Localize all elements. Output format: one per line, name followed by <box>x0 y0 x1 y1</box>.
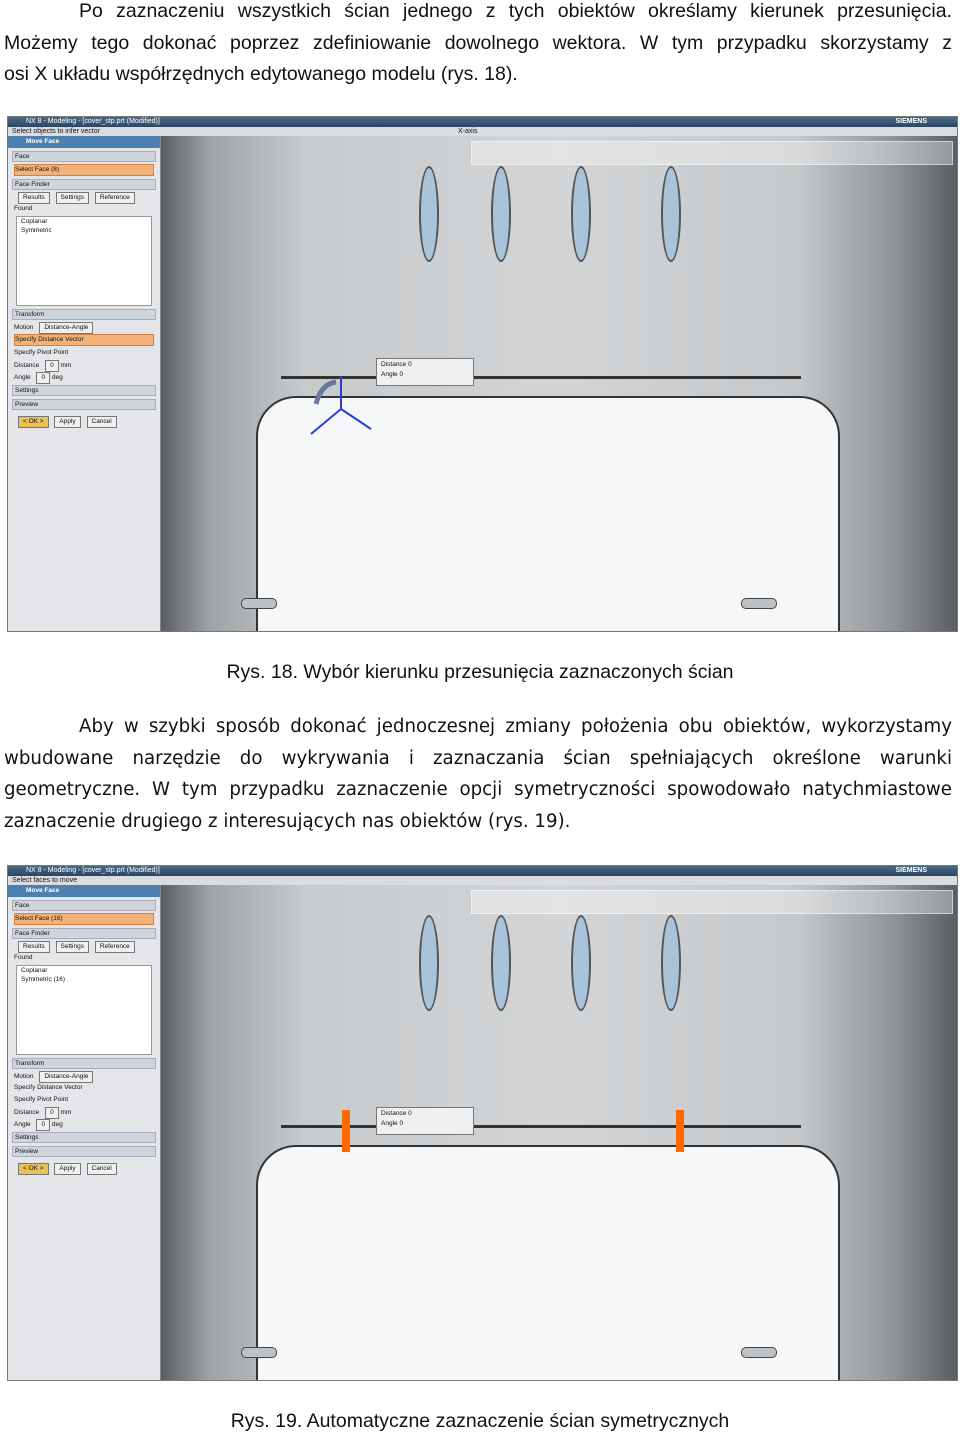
cue-center-text: X-axis <box>458 128 478 135</box>
distance-label: Distance <box>14 362 40 369</box>
vent-slot <box>491 166 511 262</box>
distance-input[interactable]: 0 <box>45 1107 59 1119</box>
window-title-bar <box>8 866 957 876</box>
graphics-viewport[interactable] <box>161 885 957 1380</box>
tab-reference[interactable]: Reference <box>95 192 135 204</box>
vent-slot <box>571 915 591 1011</box>
dialog-buttons <box>14 1163 154 1173</box>
tab-settings[interactable]: Settings <box>56 941 90 953</box>
preview-section[interactable]: Preview <box>12 399 156 410</box>
option-symmetric[interactable]: Symmetric (16) <box>21 976 66 983</box>
dialog-title: Move Face <box>8 136 160 148</box>
selected-face-highlight[interactable] <box>676 1110 684 1152</box>
popup-distance-input[interactable]: 0 <box>408 1110 412 1117</box>
found-label: Found <box>14 205 33 212</box>
angle-input[interactable]: 0 <box>36 372 50 384</box>
distance-label: Distance <box>14 1109 40 1116</box>
transform-section[interactable]: Transform <box>12 309 156 320</box>
csys-triad-icon[interactable] <box>306 374 376 444</box>
paragraph-1-line-2: Możemy tego dokonać poprzez zdefiniowanie dowolnego wektora. W tym przypadku skorzystamy z <box>4 31 952 54</box>
clip-tab <box>241 1347 277 1358</box>
move-face-dialog <box>8 136 161 631</box>
face-section[interactable]: Face <box>12 900 156 911</box>
figure-1-caption: Rys. 18. Wybór kierunku przesunięcia zaznaczonych ścian <box>226 661 734 683</box>
option-coplanar[interactable]: Coplanar <box>21 218 48 225</box>
option-symmetric[interactable]: Symmetric <box>21 227 52 234</box>
select-face-row[interactable]: Select Face (16) <box>14 913 154 925</box>
popup-distance-input[interactable]: 0 <box>408 361 412 368</box>
motion-select[interactable]: Distance-Angle <box>39 322 93 334</box>
cancel-button[interactable]: Cancel <box>87 1163 117 1175</box>
popup-distance-label: Distance <box>381 361 407 368</box>
distance-row <box>14 360 154 370</box>
angle-label: Angle <box>14 374 31 381</box>
pivot-point-row[interactable]: Specify Pivot Point <box>14 349 69 356</box>
tab-results[interactable]: Results <box>18 941 50 953</box>
toolbar-ghost <box>471 141 953 165</box>
graphics-viewport[interactable] <box>161 136 957 631</box>
cue-text: Select faces to move <box>12 877 77 884</box>
motion-label: Motion <box>14 324 34 331</box>
vent-slot <box>419 915 439 1011</box>
settings-section[interactable]: Settings <box>12 385 156 396</box>
pivot-point-row[interactable]: Specify Pivot Point <box>14 1096 69 1103</box>
paragraph-2-line-3: geometryczne. W tym przypadku zaznaczenie opcji symetryczności spowodowało natychmiastowe <box>4 779 952 800</box>
distance-popup <box>376 1107 474 1135</box>
motion-label: Motion <box>14 1073 34 1080</box>
distance-unit: mm <box>60 1109 72 1116</box>
clip-tab <box>741 598 777 609</box>
popup-angle-input[interactable]: 0 <box>399 1120 404 1127</box>
tab-settings[interactable]: Settings <box>56 192 90 204</box>
figure-2-screenshot <box>7 865 958 1381</box>
distance-row <box>14 1107 154 1117</box>
angle-unit: deg <box>51 1121 63 1128</box>
face-finder-section[interactable]: Face Finder <box>12 928 156 939</box>
popup-angle-label: Angle <box>381 371 398 378</box>
ok-button[interactable]: < OK > <box>18 1163 49 1175</box>
window-title-bar <box>8 117 957 127</box>
distance-vector-row[interactable]: Specify Distance Vector <box>14 334 154 346</box>
distance-unit: mm <box>60 362 72 369</box>
paragraph-1-line-3: osi X układu współrzędnych edytowanego modelu (rys. 18). <box>4 63 518 85</box>
select-face-row[interactable]: Select Face (8) <box>14 164 154 176</box>
found-list <box>16 965 152 1055</box>
dialog-title: Move Face <box>8 885 160 897</box>
cancel-button[interactable]: Cancel <box>87 416 117 428</box>
vent-slot <box>661 915 681 1011</box>
finder-tabs <box>14 941 154 951</box>
paragraph-1-line-1: Po zaznaczeniu wszystkich ścian jednego z tych obiektów określamy kierunek przesunięcia. <box>79 0 952 22</box>
tab-results[interactable]: Results <box>18 192 50 204</box>
brand-label: SIEMENS <box>895 118 927 125</box>
distance-popup <box>376 358 474 386</box>
window-opening <box>256 1145 840 1380</box>
tab-reference[interactable]: Reference <box>95 941 135 953</box>
finder-tabs <box>14 192 154 202</box>
clip-tab <box>741 1347 777 1358</box>
distance-vector-row[interactable]: Specify Distance Vector <box>14 1084 83 1091</box>
motion-row <box>14 322 154 332</box>
ok-button[interactable]: < OK > <box>18 416 49 428</box>
selected-face-highlight[interactable] <box>342 1110 350 1152</box>
paragraph-2-line-1: Aby w szybki sposób dokonać jednoczesnej zmiany położenia obu obiektów, wykorzystamy <box>79 716 952 737</box>
cue-line <box>8 876 957 885</box>
move-face-dialog <box>8 885 161 1380</box>
vent-slot <box>571 166 591 262</box>
cue-line <box>8 127 957 136</box>
paragraph-2 <box>4 711 952 837</box>
face-finder-section[interactable]: Face Finder <box>12 179 156 190</box>
angle-unit: deg <box>51 374 63 381</box>
paragraph-1 <box>4 0 952 91</box>
clip-tab <box>241 598 277 609</box>
face-section[interactable]: Face <box>12 151 156 162</box>
figure-2-caption: Rys. 19. Automatyczne zaznaczenie ścian symetrycznych <box>230 1410 730 1432</box>
angle-label: Angle <box>14 1121 31 1128</box>
angle-row <box>14 372 154 382</box>
toolbar-ghost <box>471 890 953 914</box>
dialog-buttons <box>14 416 154 426</box>
angle-row <box>14 1119 154 1129</box>
found-list <box>16 216 152 306</box>
vent-slot <box>419 166 439 262</box>
angle-input[interactable]: 0 <box>36 1119 50 1131</box>
vent-slot <box>491 915 511 1011</box>
motion-select[interactable]: Distance-Angle <box>39 1071 93 1083</box>
motion-row <box>14 1071 154 1081</box>
window-title: NX 8 - Modeling - [cover_stp.prt (Modified)] <box>26 867 160 874</box>
popup-distance-label: Distance <box>381 1110 407 1117</box>
popup-angle-label: Angle <box>381 1120 398 1127</box>
paragraph-2-line-2: wbudowane narzędzie do wykrywania i zaznaczania ścian spełniających określone warunki <box>4 747 952 769</box>
figure-1-screenshot <box>7 116 958 632</box>
popup-angle-input[interactable]: 0 <box>399 371 404 378</box>
paragraph-2-line-4: zaznaczenie drugiego z interesujących nas obiektów (rys. 19). <box>4 810 571 832</box>
window-title: NX 8 - Modeling - [cover_stp.prt (Modified)] <box>26 118 160 125</box>
apply-button[interactable]: Apply <box>54 1163 80 1175</box>
edge-line <box>281 1125 801 1128</box>
found-label: Found <box>14 954 33 961</box>
settings-section[interactable]: Settings <box>12 1132 156 1143</box>
option-coplanar[interactable]: Coplanar <box>21 967 48 974</box>
preview-section[interactable]: Preview <box>12 1146 156 1157</box>
apply-button[interactable]: Apply <box>54 416 80 428</box>
vent-slot <box>661 166 681 262</box>
distance-input[interactable]: 0 <box>45 360 59 372</box>
cue-text: Select objects to infer vector <box>12 128 100 135</box>
transform-section[interactable]: Transform <box>12 1058 156 1069</box>
brand-label: SIEMENS <box>895 867 927 874</box>
